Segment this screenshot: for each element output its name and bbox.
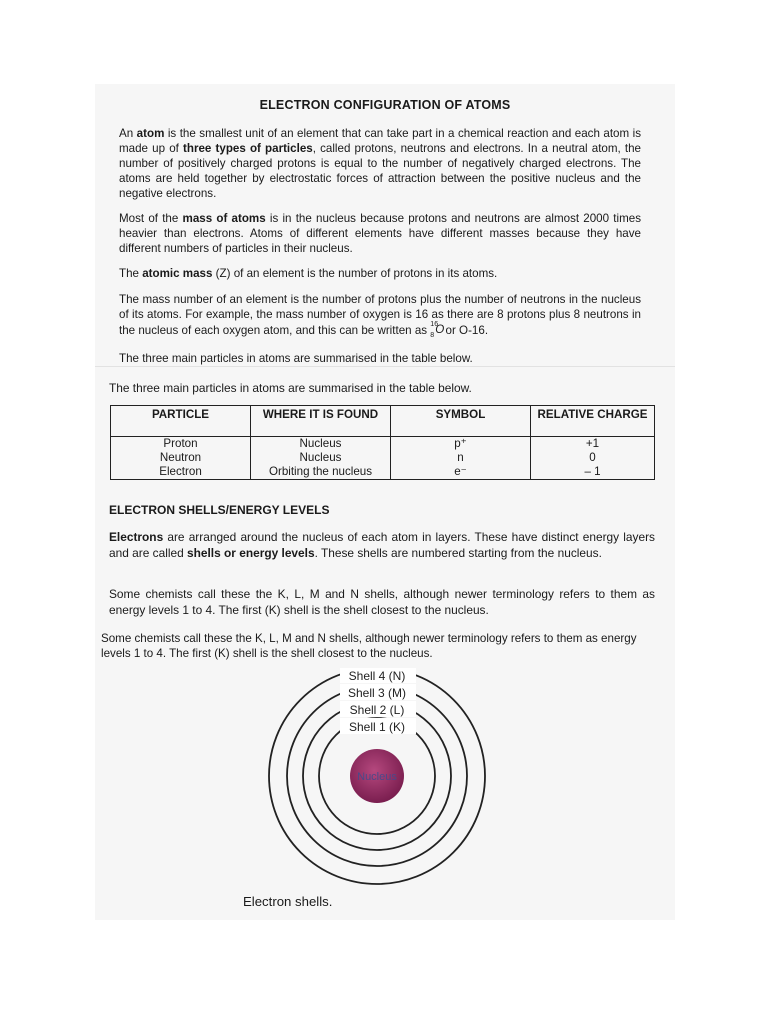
page-title: ELECTRON CONFIGURATION OF ATOMS: [259, 98, 511, 112]
paragraph-mass-number: [119, 292, 641, 338]
column-header: SYMBOL: [391, 406, 531, 437]
table-cell: Proton: [111, 437, 251, 452]
paragraph-table-intro: The three main particles in atoms are summarised in the table below.: [119, 352, 473, 365]
paragraph-electron-shells: [109, 530, 655, 561]
paragraph-shell-names: Some chemists call these the K, L, M and N shells, although newer terminology refers to them as energy levels 1 to 4. The first (K) shell is the shell closest to the nucleus.: [109, 587, 655, 617]
text: The mass number of an element is the number of protons plus the number of neutrons in the nucleus of its atoms. For example, the mass number of oxygen is 16 as there are 8 protons plus 8 neutrons in the nucleus of each oxygen atom, and this can be written as: [119, 293, 641, 337]
particles-table: [110, 405, 655, 480]
electron-shells-diagram: [260, 668, 500, 890]
table-cell: Nucleus: [251, 451, 391, 465]
table-cell: p⁺: [391, 437, 531, 452]
oxygen-isotope-notation: [430, 321, 445, 339]
bold-term: atomic mass: [142, 267, 213, 280]
paragraph-atomic-mass: [119, 266, 641, 281]
divider: [95, 366, 675, 367]
paragraph-mass-of-atoms: [119, 211, 641, 256]
section-heading: ELECTRON SHELLS/ENERGY LEVELS: [109, 503, 330, 517]
bold-term: Electrons: [109, 530, 164, 544]
table-cell: n: [391, 451, 531, 465]
isotope-mass-number: 16: [430, 321, 439, 328]
text: Most of the: [119, 212, 183, 225]
table-cell: Nucleus: [251, 437, 391, 452]
table-row: [111, 451, 655, 465]
paragraph-atom-intro: [119, 126, 641, 201]
shell-3-label: Shell 3 (M): [347, 686, 407, 700]
table-cell: +1: [531, 437, 655, 452]
text: (Z) of an element is the number of protons in its atoms.: [212, 267, 498, 280]
shell-2-label: Shell 2 (L): [349, 703, 405, 717]
bold-term: three types of particles: [183, 142, 313, 155]
column-header: WHERE IT IS FOUND: [251, 406, 391, 437]
table-cell: e⁻: [391, 465, 531, 480]
text: The: [119, 267, 143, 280]
shell-1-label: Shell 1 (K): [348, 720, 406, 734]
bold-term: mass of atoms: [182, 212, 266, 225]
table-cell: 0: [531, 451, 655, 465]
table-row: [111, 437, 655, 452]
nucleus-label: Nucleus: [357, 771, 397, 783]
paragraph-table-intro-repeat: The three main particles in atoms are summarised in the table below.: [109, 381, 472, 395]
paragraph-shell-names-repeat: Some chemists call these the K, L, M and N shells, although newer terminology refers to them as energy levels 1 to 4. The first (K) shell is the shell closest to the nucleus.: [101, 632, 637, 660]
text: or O-16.: [442, 324, 489, 337]
table-row: [111, 465, 655, 480]
table-header-row: [111, 406, 655, 437]
bold-term: atom: [136, 127, 165, 140]
table-cell: – 1: [531, 465, 655, 480]
isotope-atomic-number: 8: [430, 332, 435, 339]
text: are arranged around the nucleus of each atom in layers. These have distinct energy layers and are called: [109, 530, 655, 560]
column-header: RELATIVE CHARGE: [531, 406, 655, 437]
text: , called protons, neutrons and electrons. In a neutral atom, the number of positively charged protons is equal to the number of negatively charged electrons. The atoms are held together by electrostatic forces of attraction between the positive nucleus and the negative electrons.: [119, 142, 642, 200]
table-cell: Neutron: [111, 451, 251, 465]
text: is the smallest unit of an element that can take part in a chemical reaction and each atom is made up of: [119, 127, 642, 155]
table-cell: Electron: [111, 465, 251, 480]
column-header: PARTICLE: [111, 406, 251, 437]
text: is in the nucleus because protons and neutrons are almost 2000 times heavier than electrons. Atoms of different elements have different masses because they have different numbers of particles in their nucleus.: [119, 212, 641, 255]
diagram-caption: Electron shells.: [243, 894, 333, 909]
table-cell: Orbiting the nucleus: [251, 465, 391, 480]
isotope-symbol: O: [435, 323, 445, 336]
shell-4-label: Shell 4 (N): [348, 669, 406, 683]
text: . These shells are numbered starting from the nucleus.: [314, 545, 602, 560]
bold-term: shells or energy levels: [187, 545, 315, 560]
text: An: [119, 127, 137, 140]
